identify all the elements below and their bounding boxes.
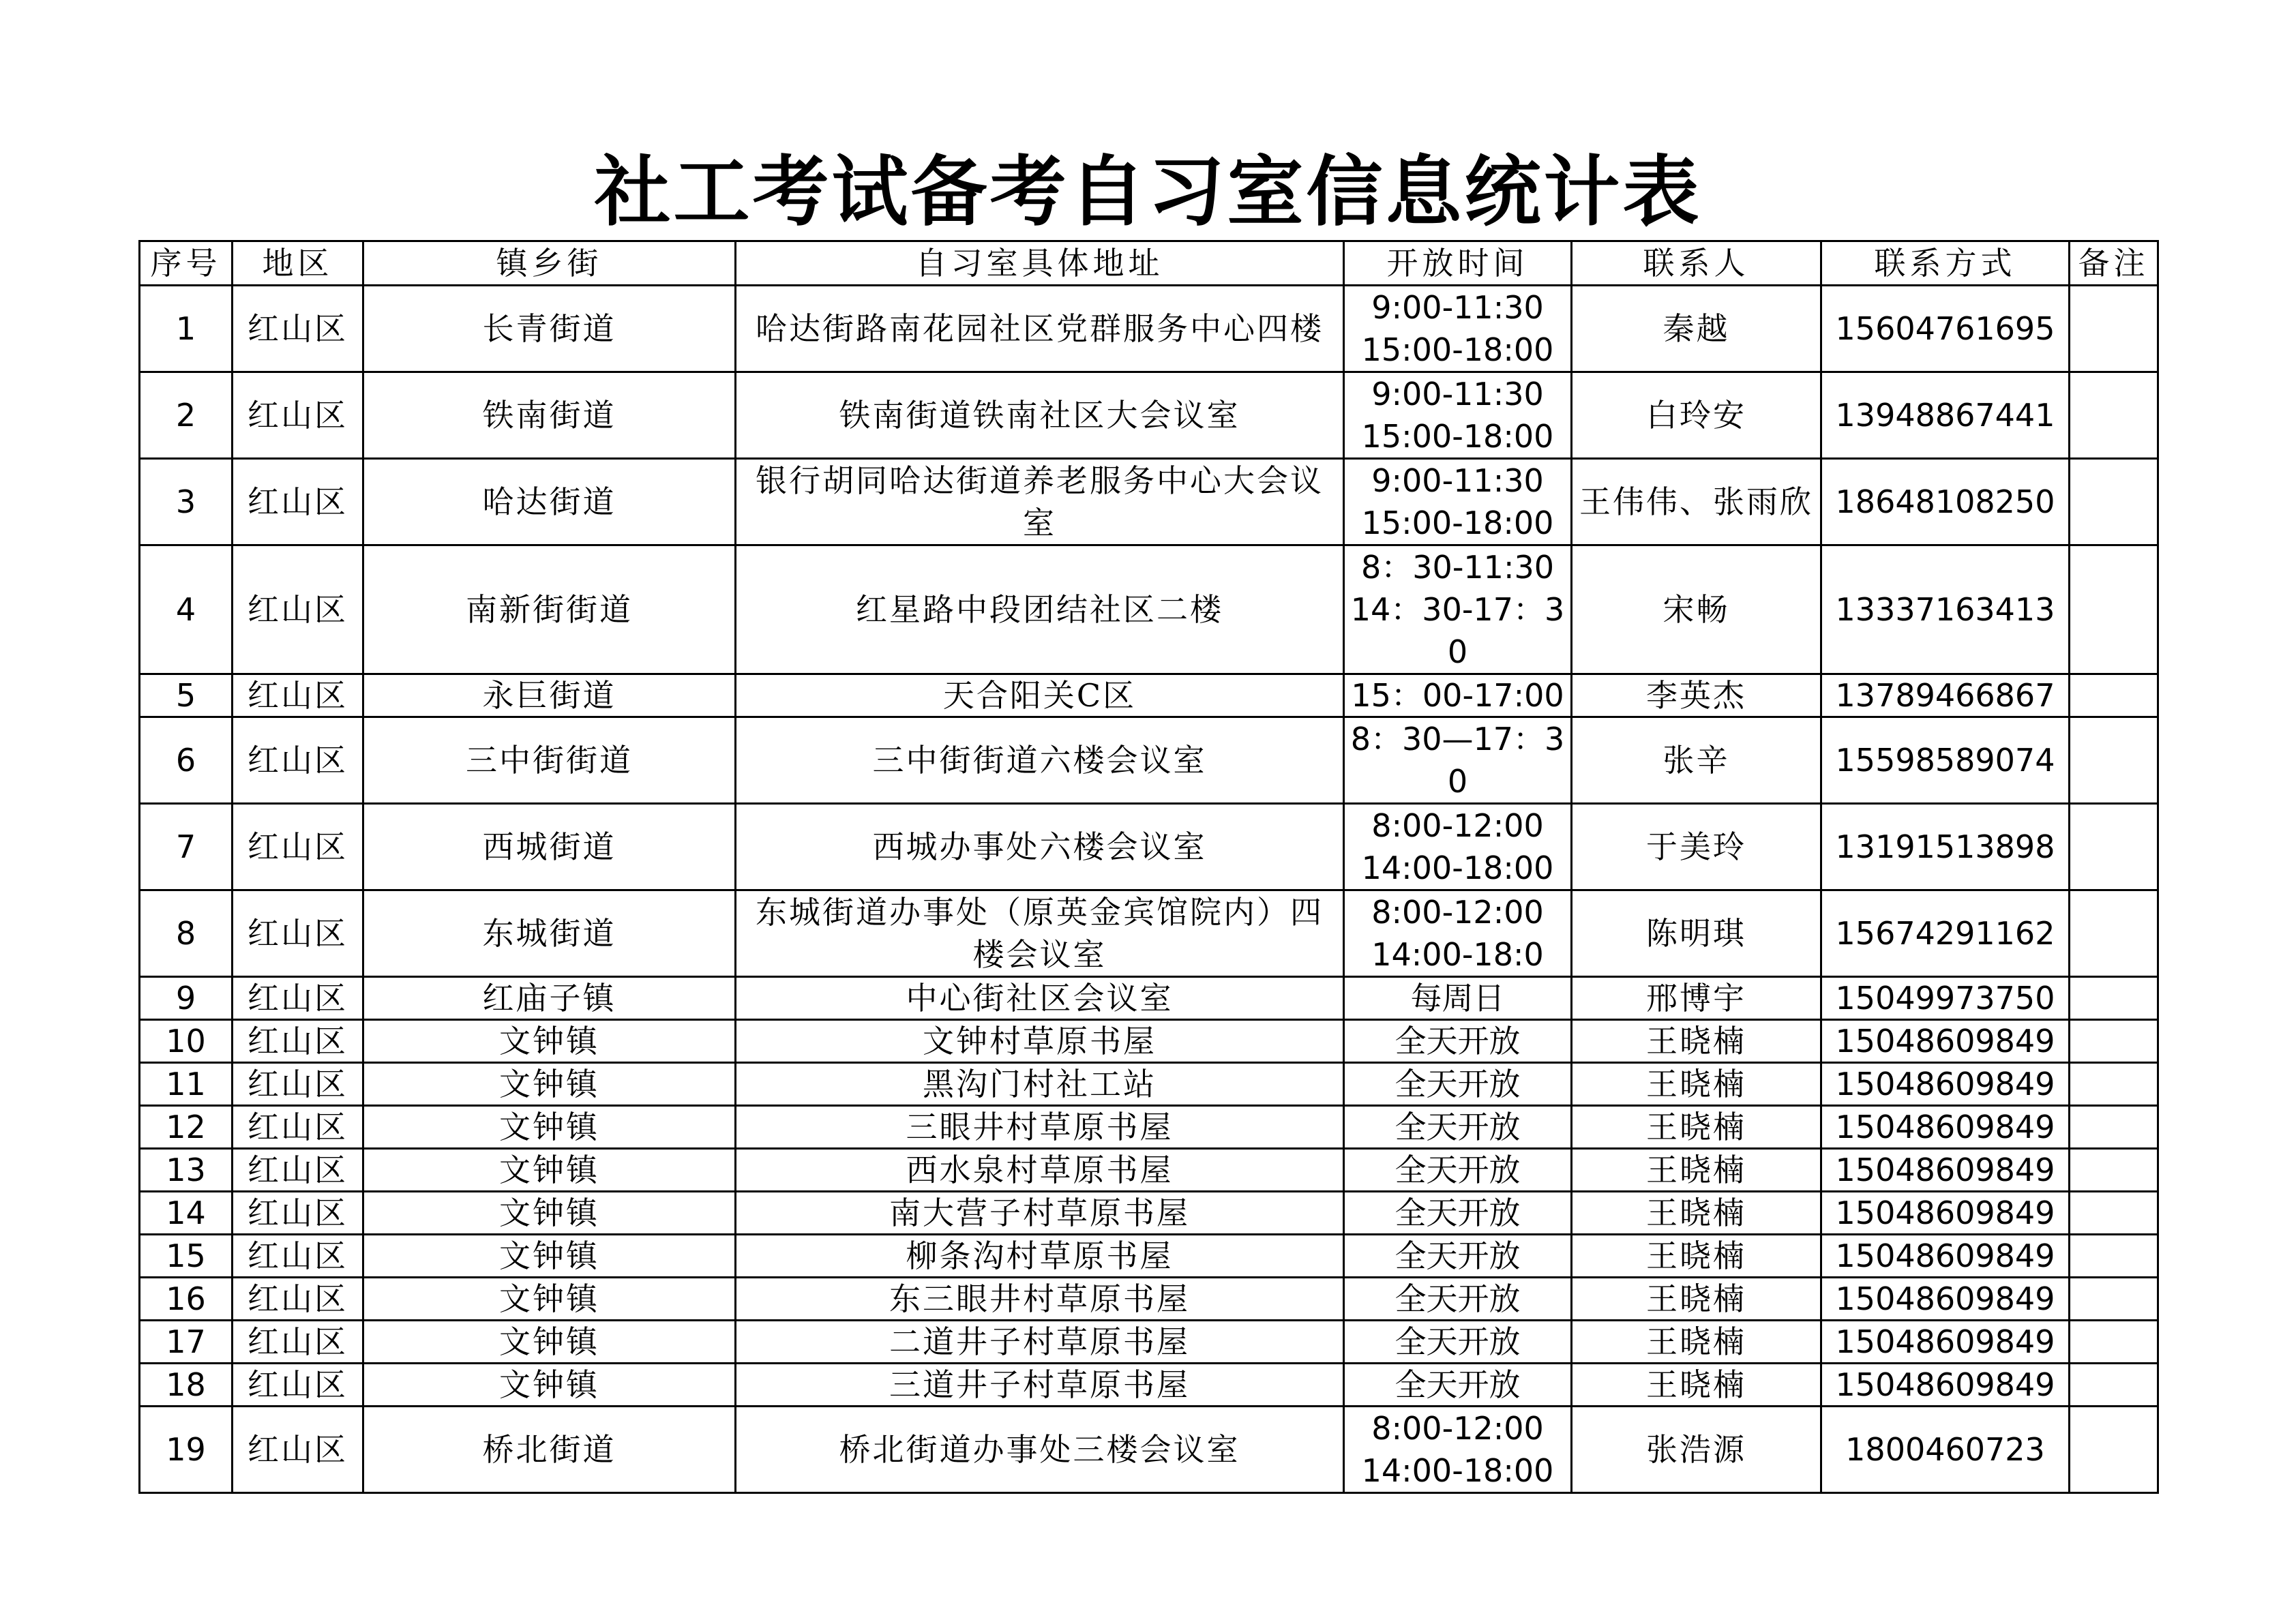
cell-contact: 陈明琪 — [1572, 890, 1821, 977]
cell-note — [2070, 890, 2158, 977]
cell-phone: 18648108250 — [1821, 459, 2070, 545]
cell-address: 西水泉村草原书屋 — [736, 1149, 1344, 1192]
cell-street: 文钟镇 — [363, 1192, 736, 1235]
cell-no: 13 — [140, 1149, 233, 1192]
cell-district: 红山区 — [233, 890, 363, 977]
table-row — [140, 1278, 2158, 1321]
cell-contact: 秦越 — [1572, 286, 1821, 372]
cell-contact: 王晓楠 — [1572, 1278, 1821, 1321]
cell-hours: 8:00-12:00 14:00-18:00 — [1344, 804, 1572, 890]
header-district: 地区 — [233, 241, 363, 286]
cell-note — [2070, 545, 2158, 674]
cell-no: 17 — [140, 1321, 233, 1364]
cell-address: 红星路中段团结社区二楼 — [736, 545, 1344, 674]
cell-contact: 王晓楠 — [1572, 1063, 1821, 1106]
cell-street: 西城街道 — [363, 804, 736, 890]
table-row — [140, 1149, 2158, 1192]
cell-phone: 15048609849 — [1821, 1192, 2070, 1235]
cell-street: 南新街街道 — [363, 545, 736, 674]
cell-note — [2070, 674, 2158, 717]
table-row — [140, 674, 2158, 717]
cell-district: 红山区 — [233, 1321, 363, 1364]
cell-hours: 9:00-11:30 15:00-18:00 — [1344, 286, 1572, 372]
cell-note — [2070, 1278, 2158, 1321]
cell-no: 14 — [140, 1192, 233, 1235]
cell-contact: 王晓楠 — [1572, 1020, 1821, 1063]
cell-hours: 9:00-11:30 15:00-18:00 — [1344, 459, 1572, 545]
cell-note — [2070, 1106, 2158, 1149]
cell-hours: 8:00-12:00 14:00-18:00 — [1344, 1407, 1572, 1493]
cell-address: 柳条沟村草原书屋 — [736, 1235, 1344, 1278]
cell-district: 红山区 — [233, 372, 363, 459]
header-street: 镇乡街 — [363, 241, 736, 286]
table-row — [140, 372, 2158, 459]
table-row — [140, 1364, 2158, 1407]
cell-phone: 15048609849 — [1821, 1020, 2070, 1063]
cell-district: 红山区 — [233, 1364, 363, 1407]
cell-street: 铁南街道 — [363, 372, 736, 459]
cell-no: 9 — [140, 977, 233, 1020]
cell-district: 红山区 — [233, 459, 363, 545]
cell-district: 红山区 — [233, 804, 363, 890]
table-row — [140, 804, 2158, 890]
cell-street: 哈达街道 — [363, 459, 736, 545]
cell-no: 19 — [140, 1407, 233, 1493]
cell-contact: 王晓楠 — [1572, 1149, 1821, 1192]
cell-street: 桥北街道 — [363, 1407, 736, 1493]
cell-phone: 15048609849 — [1821, 1321, 2070, 1364]
cell-note — [2070, 286, 2158, 372]
cell-address: 银行胡同哈达街道养老服务中心大会议室 — [736, 459, 1344, 545]
cell-no: 15 — [140, 1235, 233, 1278]
cell-address: 黑沟门村社工站 — [736, 1063, 1344, 1106]
cell-note — [2070, 1192, 2158, 1235]
cell-address: 文钟村草原书屋 — [736, 1020, 1344, 1063]
header-contact: 联系人 — [1572, 241, 1821, 286]
cell-district: 红山区 — [233, 1149, 363, 1192]
table-row — [140, 1192, 2158, 1235]
table-row — [140, 890, 2158, 977]
table-row — [140, 977, 2158, 1020]
cell-phone: 15048609849 — [1821, 1235, 2070, 1278]
cell-street: 红庙子镇 — [363, 977, 736, 1020]
cell-address: 西城办事处六楼会议室 — [736, 804, 1344, 890]
cell-note — [2070, 1407, 2158, 1493]
cell-contact: 王晓楠 — [1572, 1364, 1821, 1407]
cell-phone: 13789466867 — [1821, 674, 2070, 717]
cell-hours: 每周日 — [1344, 977, 1572, 1020]
cell-hours: 全天开放 — [1344, 1192, 1572, 1235]
table-body — [140, 286, 2158, 1493]
cell-note — [2070, 372, 2158, 459]
cell-street: 文钟镇 — [363, 1321, 736, 1364]
cell-note — [2070, 1020, 2158, 1063]
cell-hours: 全天开放 — [1344, 1321, 1572, 1364]
cell-district: 红山区 — [233, 1235, 363, 1278]
table-row — [140, 545, 2158, 674]
table-row — [140, 459, 2158, 545]
cell-contact: 张浩源 — [1572, 1407, 1821, 1493]
cell-phone: 15674291162 — [1821, 890, 2070, 977]
cell-street: 文钟镇 — [363, 1149, 736, 1192]
header-row — [140, 241, 2158, 286]
cell-address: 三眼井村草原书屋 — [736, 1106, 1344, 1149]
table-row — [140, 1106, 2158, 1149]
cell-contact: 王晓楠 — [1572, 1321, 1821, 1364]
cell-street: 长青街道 — [363, 286, 736, 372]
cell-no: 1 — [140, 286, 233, 372]
cell-district: 红山区 — [233, 977, 363, 1020]
cell-no: 12 — [140, 1106, 233, 1149]
cell-hours: 全天开放 — [1344, 1278, 1572, 1321]
cell-address: 东城街道办事处（原英金宾馆院内）四楼会议室 — [736, 890, 1344, 977]
cell-no: 11 — [140, 1063, 233, 1106]
cell-street: 永巨街道 — [363, 674, 736, 717]
table-row — [140, 1321, 2158, 1364]
cell-note — [2070, 1063, 2158, 1106]
cell-address: 中心街社区会议室 — [736, 977, 1344, 1020]
table-row — [140, 1407, 2158, 1493]
cell-note — [2070, 459, 2158, 545]
cell-address: 东三眼井村草原书屋 — [736, 1278, 1344, 1321]
header-hours: 开放时间 — [1344, 241, 1572, 286]
cell-note — [2070, 1364, 2158, 1407]
cell-contact: 张辛 — [1572, 717, 1821, 804]
header-phone: 联系方式 — [1821, 241, 2070, 286]
cell-hours: 9:00-11:30 15:00-18:00 — [1344, 372, 1572, 459]
table-row — [140, 1063, 2158, 1106]
cell-phone: 1800460723 — [1821, 1407, 2070, 1493]
cell-address: 南大营子村草原书屋 — [736, 1192, 1344, 1235]
cell-hours: 全天开放 — [1344, 1106, 1572, 1149]
cell-street: 文钟镇 — [363, 1020, 736, 1063]
cell-phone: 13948867441 — [1821, 372, 2070, 459]
cell-hours: 全天开放 — [1344, 1149, 1572, 1192]
cell-no: 7 — [140, 804, 233, 890]
cell-contact: 宋畅 — [1572, 545, 1821, 674]
cell-contact: 王伟伟、张雨欣 — [1572, 459, 1821, 545]
cell-phone: 13337163413 — [1821, 545, 2070, 674]
cell-no: 8 — [140, 890, 233, 977]
cell-no: 10 — [140, 1020, 233, 1063]
cell-contact: 白玲安 — [1572, 372, 1821, 459]
cell-note — [2070, 1149, 2158, 1192]
cell-street: 文钟镇 — [363, 1106, 736, 1149]
cell-hours: 8：30—17：30 — [1344, 717, 1572, 804]
header-note: 备注 — [2070, 241, 2158, 286]
cell-phone: 15049973750 — [1821, 977, 2070, 1020]
cell-district: 红山区 — [233, 674, 363, 717]
cell-district: 红山区 — [233, 1192, 363, 1235]
cell-note — [2070, 1235, 2158, 1278]
cell-phone: 15048609849 — [1821, 1106, 2070, 1149]
cell-contact: 邢博宇 — [1572, 977, 1821, 1020]
cell-phone: 13191513898 — [1821, 804, 2070, 890]
cell-no: 2 — [140, 372, 233, 459]
cell-district: 红山区 — [233, 717, 363, 804]
cell-hours: 全天开放 — [1344, 1063, 1572, 1106]
cell-contact: 王晓楠 — [1572, 1235, 1821, 1278]
cell-no: 4 — [140, 545, 233, 674]
cell-note — [2070, 804, 2158, 890]
table-row — [140, 286, 2158, 372]
cell-street: 三中街街道 — [363, 717, 736, 804]
cell-contact: 李英杰 — [1572, 674, 1821, 717]
cell-district: 红山区 — [233, 1407, 363, 1493]
cell-hours: 全天开放 — [1344, 1235, 1572, 1278]
cell-street: 文钟镇 — [363, 1278, 736, 1321]
cell-district: 红山区 — [233, 286, 363, 372]
table-row — [140, 1235, 2158, 1278]
table-row — [140, 1020, 2158, 1063]
header-address: 自习室具体地址 — [736, 241, 1344, 286]
cell-hours: 全天开放 — [1344, 1364, 1572, 1407]
cell-street: 文钟镇 — [363, 1364, 736, 1407]
cell-district: 红山区 — [233, 545, 363, 674]
cell-hours: 8：30-11:30 14：30-17：30 — [1344, 545, 1572, 674]
cell-no: 16 — [140, 1278, 233, 1321]
document-title: 社工考试备考自习室信息统计表 — [594, 147, 1702, 237]
cell-hours: 全天开放 — [1344, 1020, 1572, 1063]
cell-contact: 于美玲 — [1572, 804, 1821, 890]
cell-no: 18 — [140, 1364, 233, 1407]
cell-contact: 王晓楠 — [1572, 1106, 1821, 1149]
cell-address: 三道井子村草原书屋 — [736, 1364, 1344, 1407]
cell-phone: 15048609849 — [1821, 1364, 2070, 1407]
cell-street: 文钟镇 — [363, 1235, 736, 1278]
cell-street: 东城街道 — [363, 890, 736, 977]
cell-district: 红山区 — [233, 1278, 363, 1321]
cell-no: 3 — [140, 459, 233, 545]
cell-no: 6 — [140, 717, 233, 804]
header-no: 序号 — [140, 241, 233, 286]
cell-hours: 15：00-17:00 — [1344, 674, 1572, 717]
cell-hours: 8:00-12:00 14:00-18:0 — [1344, 890, 1572, 977]
cell-contact: 王晓楠 — [1572, 1192, 1821, 1235]
cell-no: 5 — [140, 674, 233, 717]
cell-note — [2070, 1321, 2158, 1364]
cell-phone: 15048609849 — [1821, 1278, 2070, 1321]
cell-district: 红山区 — [233, 1020, 363, 1063]
cell-address: 桥北街道办事处三楼会议室 — [736, 1407, 1344, 1493]
cell-address: 天合阳关C区 — [736, 674, 1344, 717]
cell-district: 红山区 — [233, 1106, 363, 1149]
cell-note — [2070, 717, 2158, 804]
cell-address: 三中街街道六楼会议室 — [736, 717, 1344, 804]
study-room-table — [138, 240, 2159, 1494]
table-row — [140, 717, 2158, 804]
cell-district: 红山区 — [233, 1063, 363, 1106]
cell-note — [2070, 977, 2158, 1020]
cell-phone: 15048609849 — [1821, 1063, 2070, 1106]
cell-phone: 15598589074 — [1821, 717, 2070, 804]
cell-phone: 15048609849 — [1821, 1149, 2070, 1192]
cell-street: 文钟镇 — [363, 1063, 736, 1106]
cell-phone: 15604761695 — [1821, 286, 2070, 372]
cell-address: 二道井子村草原书屋 — [736, 1321, 1344, 1364]
cell-address: 哈达街路南花园社区党群服务中心四楼 — [736, 286, 1344, 372]
cell-address: 铁南街道铁南社区大会议室 — [736, 372, 1344, 459]
